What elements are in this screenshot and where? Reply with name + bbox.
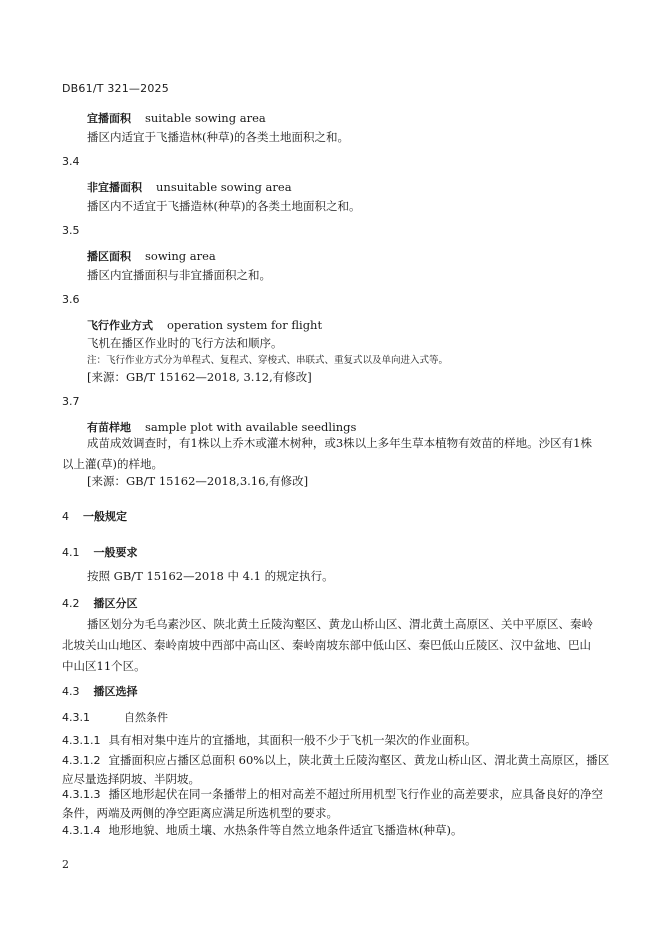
clause-number: 4.3.1.4 (62, 824, 101, 837)
clause-paragraph (62, 785, 610, 823)
subsection-number: 4.1 (62, 546, 80, 559)
subsection-title: 播区选择 (93, 685, 138, 698)
section-heading (62, 508, 127, 524)
standard-header: DB61/T 321—2025 (62, 82, 169, 95)
clause-number: 4.3.1.2 (62, 754, 101, 767)
section-number: 4 (62, 510, 69, 523)
subsection-number: 4.2 (62, 597, 80, 610)
clause-text: 宜播面积应占播区总面积 60%以上，陕北黄土丘陵沟壑区、黄龙山桥山区、渭北黄土高原区，播区应尽量选择阴坡、半阴坡。 (62, 753, 610, 786)
clause-number: 4.3.1.3 (62, 788, 101, 801)
subsection-title: 播区分区 (93, 597, 138, 610)
subsection-text: 按照 GB/T 15162—2018 中 4.1 的规定执行。 (87, 569, 334, 583)
clause-text: 地形地貌、地质土壤、水热条件等自然立地条件适宜飞播造林(种草)。 (108, 823, 463, 837)
term-source: [来源：GB/T 15162—2018, 3.12,有修改] (87, 370, 312, 384)
term-definition: 飞机在播区作业时的飞行方法和顺序。 (87, 336, 283, 350)
subsection-text: 播区划分为毛乌素沙区、陕北黄土丘陵沟壑区、黄龙山桥山区、渭北黄土高原区、关中平原区、秦岭北坡关山山地区、秦岭南坡中西部中高山区、秦岭南坡东部中低山区、秦巴低山丘陵区、汉中盆地、巴山中山区11个区。 (62, 617, 593, 673)
term-source: [来源：GB/T 15162—2018,3.16,有修改] (87, 474, 309, 488)
term-note: 注：飞行作业方式分为单程式、复程式、穿梭式、串联式、重复式以及单向进入式等。 (87, 355, 449, 366)
subsection-number: 4.3 (62, 685, 80, 698)
term-definition: 播区内宜播面积与非宜播面积之和。 (87, 268, 271, 282)
subsection-heading (62, 544, 138, 560)
clause-text: 具有相对集中连片的宜播地，其面积一般不少于飞机一架次的作业面积。 (108, 733, 477, 747)
term-chinese: 有苗样地 (87, 421, 131, 434)
subsubsection-heading (62, 709, 168, 725)
subsubsection-number: 4.3.1 (62, 711, 90, 724)
clause-number: 4.3.1.1 (62, 734, 101, 747)
subsection-heading (62, 595, 138, 611)
term-heading (87, 317, 322, 333)
term-heading (87, 248, 216, 264)
clause-number: 3.4 (62, 155, 80, 168)
term-english: unsuitable sowing area (156, 180, 292, 194)
term-english: sowing area (145, 249, 216, 263)
term-definition: 成苗成效调查时，有1株以上乔木或灌木树种，或3株以上多年生草本植物有效苗的样地。沙区有1株以上灌(草)的样地。 (62, 436, 592, 471)
term-chinese: 飞行作业方式 (87, 319, 153, 332)
clause-number: 3.7 (62, 395, 80, 408)
subsection-title: 一般要求 (93, 546, 138, 559)
term-definition: 播区内不适宜于飞播造林(种草)的各类土地面积之和。 (87, 199, 361, 213)
clause-number: 3.6 (62, 293, 80, 306)
term-english: sample plot with available seedlings (145, 420, 357, 434)
clause-number: 3.5 (62, 224, 80, 237)
section-title: 一般规定 (83, 510, 127, 523)
term-chinese: 播区面积 (87, 250, 131, 263)
term-definition: 播区内适宜于飞播造林(种草)的各类土地面积之和。 (87, 130, 349, 144)
page-number: 2 (62, 858, 69, 871)
term-english: operation system for flight (167, 318, 323, 332)
term-english: suitable sowing area (145, 111, 266, 125)
clause-text: 播区地形起伏在同一条播带上的相对高差不超过所用机型飞行作业的高差要求，应具备良好的净空条件，两端及两侧的净空距离应满足所选机型的要求。 (62, 787, 603, 820)
term-chinese: 非宜播面积 (87, 181, 142, 194)
term-heading (87, 179, 292, 195)
subsubsection-title: 自然条件 (124, 711, 168, 724)
subsection-heading (62, 683, 138, 699)
clause-paragraph (62, 821, 610, 840)
term-chinese: 宜播面积 (87, 112, 131, 125)
clause-paragraph (62, 751, 610, 789)
clause-paragraph (62, 731, 610, 750)
term-heading (87, 110, 266, 126)
